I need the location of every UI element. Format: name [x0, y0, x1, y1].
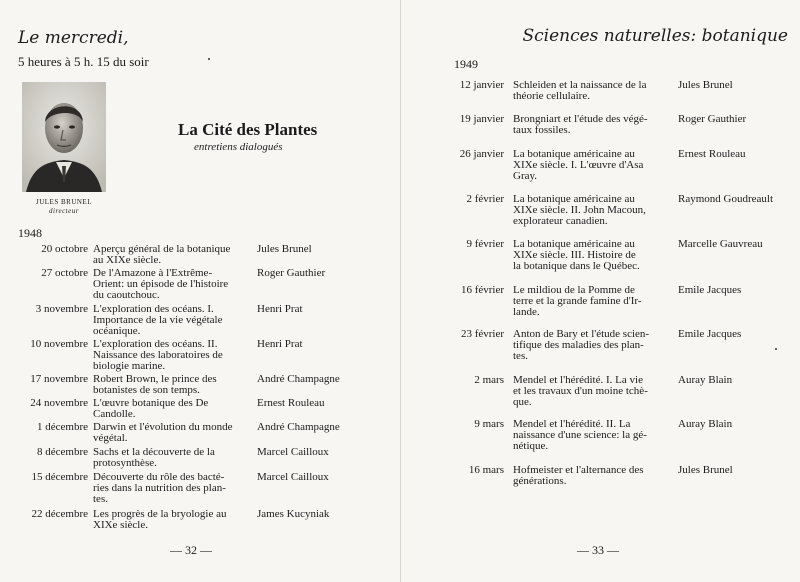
topic-line: Naissance des laboratoires de	[93, 349, 223, 361]
row-date: 2 mars	[474, 374, 504, 386]
topic-line: la botanique dans le Québec.	[513, 260, 640, 272]
row-date: 20 octobre	[41, 243, 88, 255]
topic-line: La botanique américaine au	[513, 238, 635, 250]
row-topic	[513, 465, 665, 487]
topic-line: biologie marine.	[93, 360, 166, 372]
topic-line: Le mildiou de la Pomme de	[513, 284, 635, 296]
row-date: 12 janvier	[459, 79, 504, 91]
topic-line: Candolle.	[93, 408, 136, 420]
topic-line: océanique.	[93, 325, 141, 337]
row-topic	[93, 472, 245, 505]
right-page	[401, 0, 800, 582]
row-date: 3 novembre	[35, 303, 88, 315]
row-date: 2 février	[466, 193, 504, 205]
topic-line: Mendel et l'hérédité. II. La	[513, 418, 631, 430]
topic-line: La botanique américaine au	[513, 193, 635, 205]
portrait-caption	[10, 198, 118, 216]
topic-line: Les progrès de la bryologie au	[93, 508, 227, 520]
row-speaker: Jules Brunel	[678, 464, 733, 476]
row-speaker: Roger Gauthier	[678, 113, 747, 125]
row-topic	[93, 268, 245, 301]
row-date: 27 octobre	[41, 267, 88, 279]
series-title: La Cité des Plantes	[178, 120, 318, 139]
topic-line: L'exploration des océans. I.	[93, 303, 214, 315]
topic-line: du caoutchouc.	[93, 289, 160, 301]
topic-line: Gray.	[513, 170, 538, 182]
topic-line: XIXe siècle. II. John Macoun,	[513, 204, 646, 216]
print-speck	[775, 348, 777, 350]
topic-line: Darwin et l'évolution du monde	[93, 421, 233, 433]
topic-line: La botanique américaine au	[513, 148, 635, 160]
row-speaker: André Champagne	[257, 373, 340, 385]
row-topic	[93, 304, 245, 337]
row-date: 8 décembre	[37, 446, 88, 458]
row-speaker: Raymond Goudreault	[678, 193, 774, 205]
left-header: Le mercredi,	[18, 28, 129, 48]
row-topic	[93, 374, 245, 396]
director-portrait	[22, 82, 106, 192]
topic-line: XIXe siècle.	[93, 519, 148, 531]
row-topic	[93, 422, 245, 444]
row-topic	[513, 375, 665, 408]
row-date: 1 décembre	[37, 421, 88, 433]
row-date: 17 novembre	[30, 373, 88, 385]
topic-line: XIXe siècle. I. L'œuvre d'Asa	[513, 159, 644, 171]
year-label-1949: 1949	[454, 57, 478, 71]
row-date: 9 mars	[474, 418, 504, 430]
topic-line: Importance de la vie végétale	[93, 314, 223, 326]
row-date: 26 janvier	[459, 148, 504, 160]
topic-line: que.	[513, 396, 532, 408]
row-speaker: Marcel Cailloux	[257, 446, 329, 458]
row-date: 10 novembre	[30, 338, 88, 350]
row-speaker: Auray Blain	[678, 418, 733, 430]
row-topic	[513, 114, 665, 136]
row-speaker: Henri Prat	[257, 303, 303, 315]
topic-line: Mendel et l'hérédité. I. La vie	[513, 374, 643, 386]
topic-line: théorie cellulaire.	[513, 90, 590, 102]
row-topic	[513, 149, 665, 182]
row-date: 24 novembre	[30, 397, 88, 409]
row-topic	[93, 447, 245, 469]
row-speaker: James Kucyniak	[257, 508, 330, 520]
row-date: 19 janvier	[459, 113, 504, 125]
row-date: 16 février	[460, 284, 504, 296]
row-topic	[93, 509, 245, 531]
topic-line: protosynthèse.	[93, 457, 157, 469]
topic-line: tes.	[93, 493, 108, 505]
row-date: 15 décembre	[31, 471, 88, 483]
topic-line: Sachs et la découverte de la	[93, 446, 215, 458]
row-speaker: Ernest Rouleau	[257, 397, 325, 409]
topic-line: tes.	[513, 350, 528, 362]
topic-line: Orient: un épisode de l'histoire	[93, 278, 229, 290]
row-topic	[93, 244, 245, 266]
topic-line: L'exploration des océans. II.	[93, 338, 218, 350]
print-speck	[208, 58, 210, 60]
row-topic	[513, 80, 665, 102]
portrait-caption-name: JULES BRUNEL	[36, 198, 92, 206]
page-number-right: — 33 —	[577, 543, 619, 557]
row-speaker: Auray Blain	[678, 374, 733, 386]
row-topic	[513, 194, 665, 227]
row-date: 16 mars	[468, 464, 504, 476]
row-speaker: Jules Brunel	[678, 79, 733, 91]
series-subtitle: entretiens dialogués	[194, 141, 283, 153]
topic-line: ries dans la nutrition des plan-	[93, 482, 226, 494]
topic-line: terre et la grande famine d'Ir-	[513, 295, 642, 307]
row-topic	[93, 339, 245, 372]
topic-line: Brongniart et l'étude des végé-	[513, 113, 648, 125]
topic-line: lande.	[513, 306, 540, 318]
row-date: 22 décembre	[31, 508, 88, 520]
topic-line: nétique.	[513, 440, 549, 452]
topic-line: Anton de Bary et l'étude scien-	[513, 328, 650, 340]
row-topic	[513, 419, 665, 452]
topic-line: tifique des maladies des plan-	[513, 339, 644, 351]
portrait-caption-role: directeur	[49, 207, 79, 215]
topic-line: Découverte du rôle des bacté-	[93, 471, 225, 483]
topic-line: botanistes de son temps.	[93, 384, 200, 396]
topic-line: XIXe siècle. III. Histoire de	[513, 249, 636, 261]
row-speaker: Henri Prat	[257, 338, 303, 350]
topic-line: et les travaux d'un moine tchè-	[513, 385, 648, 397]
topic-line: De l'Amazone à l'Extrême-	[93, 267, 213, 279]
row-speaker: Marcel Cailloux	[257, 471, 329, 483]
row-topic	[513, 329, 665, 362]
row-speaker: Jules Brunel	[257, 243, 312, 255]
topic-line: végétal.	[93, 432, 128, 444]
row-date: 9 février	[466, 238, 504, 250]
row-speaker: André Champagne	[257, 421, 340, 433]
row-topic	[93, 398, 245, 420]
topic-line: L'œuvre botanique des De	[93, 397, 209, 409]
page-number-left: — 32 —	[170, 543, 212, 557]
time-line: 5 heures à 5 h. 15 du soir	[18, 54, 149, 69]
year-label-1948: 1948	[18, 226, 42, 240]
row-speaker: Ernest Rouleau	[678, 148, 746, 160]
topic-line: générations.	[513, 475, 567, 487]
topic-line: Schleiden et la naissance de la	[513, 79, 647, 91]
topic-line: Aperçu général de la botanique	[93, 243, 231, 255]
row-speaker: Marcelle Gauvreau	[678, 238, 763, 250]
topic-line: naissance d'une science: la gé-	[513, 429, 647, 441]
row-topic	[513, 239, 665, 272]
topic-line: explorateur canadien.	[513, 215, 608, 227]
right-header: Sciences naturelles: botanique	[522, 26, 788, 46]
row-topic	[513, 285, 665, 318]
row-speaker: Emile Jacques	[678, 328, 742, 340]
row-date: 23 février	[460, 328, 504, 340]
row-speaker: Roger Gauthier	[257, 267, 326, 279]
topic-line: taux fossiles.	[513, 124, 571, 136]
topic-line: Robert Brown, le prince des	[93, 373, 217, 385]
row-speaker: Emile Jacques	[678, 284, 742, 296]
topic-line: Hofmeister et l'alternance des	[513, 464, 644, 476]
topic-line: au XIXe siècle.	[93, 254, 162, 266]
